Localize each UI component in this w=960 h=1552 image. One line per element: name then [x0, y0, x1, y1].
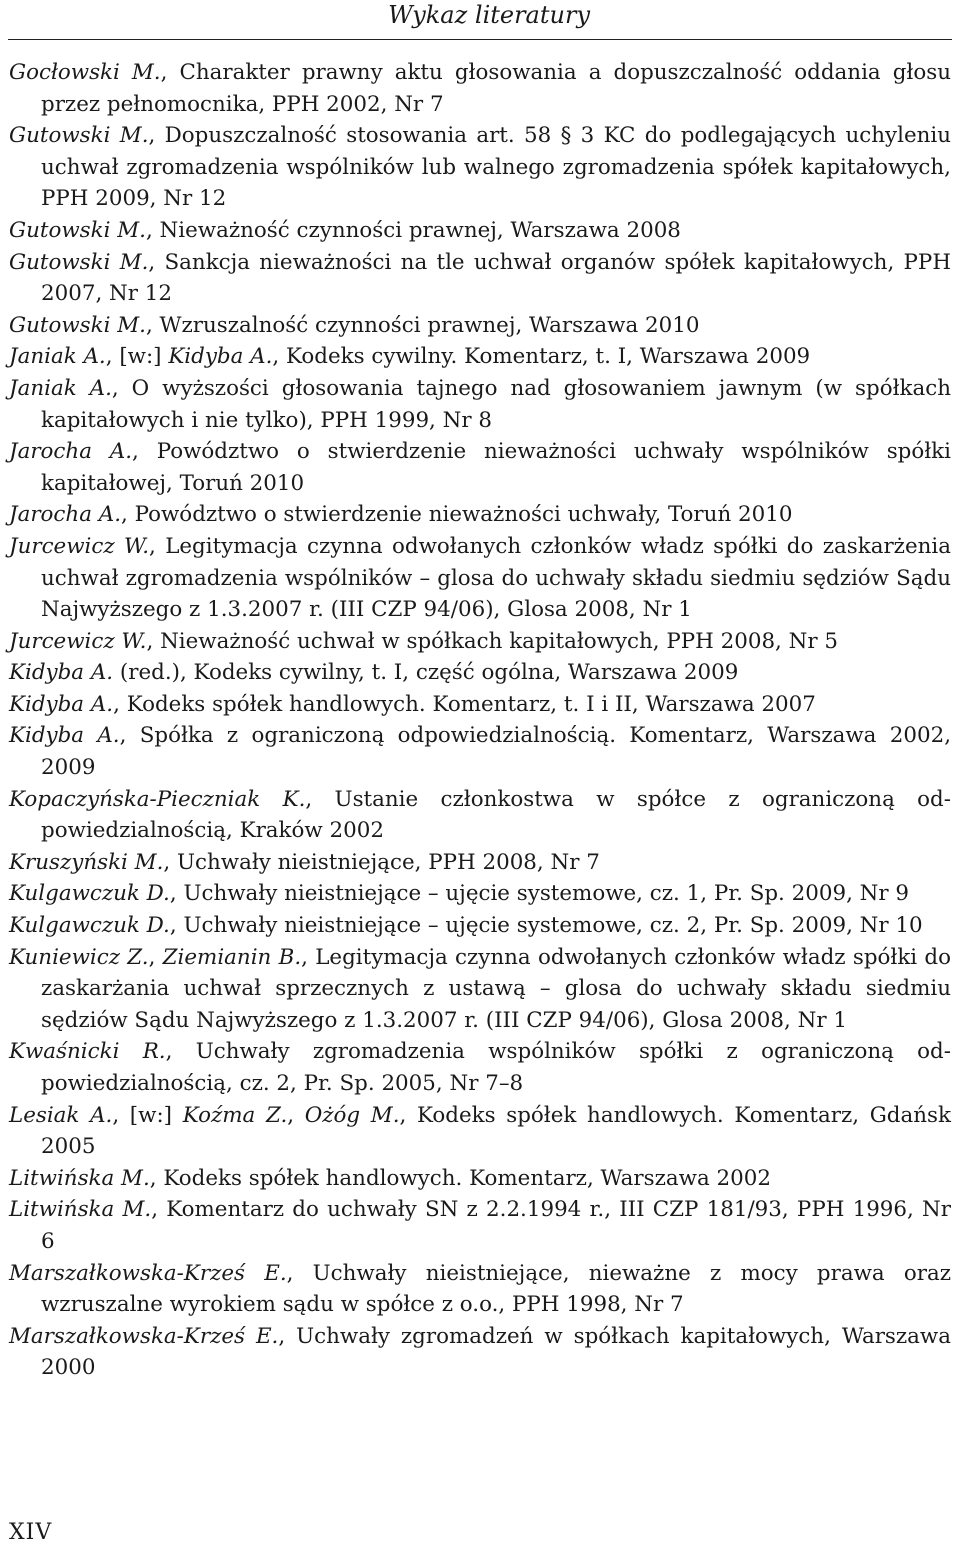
entry-text: , Kodeks spółek handlowych. Komentarz, Gdańsk 2005: [41, 1102, 951, 1160]
bibliography-entry: [9, 310, 951, 342]
bibliography-entry: [9, 878, 951, 910]
bibliography-entry: [9, 626, 951, 658]
entry-text: , Charakter prawny aktu głosowania a dopuszczalność oddania głosu przez pełnomocnika, PPH 2002, Nr 7: [41, 60, 951, 117]
entry-author: Marszałkowska-Krześ E.: [9, 1323, 279, 1349]
entry-author: Jarocha A.: [9, 439, 133, 465]
entry-author: Marszałkowska-Krześ E.: [9, 1260, 287, 1286]
entry-text: , [w:]: [112, 1102, 183, 1128]
bibliography-entry: [9, 942, 951, 1037]
entry-text: , Spółka z ograniczoną odpowiedzialnością. Komentarz, Warszawa 2002, 2009: [41, 723, 951, 781]
bibliography-entry: [9, 57, 951, 120]
entry-author: Litwińska M.: [9, 1197, 152, 1223]
entry-author: Jurcewicz W.: [9, 628, 147, 654]
bibliography-entry: [9, 247, 951, 310]
entry-text: , Uchwały nieistniejące, nieważne z mocy prawa oraz wzruszalne wyrokiem sądu w spółce z o.o., PPH 1998, Nr 7: [41, 1260, 951, 1318]
entry-author: Kopaczyńska-Pieczniak K.: [9, 786, 306, 812]
entry-author: Jarocha A.: [9, 502, 121, 528]
entry-text: , Komentarz do uchwały SN z 2.2.1994 r., III CZP 181/93, PPH 1996, Nr 6: [41, 1197, 951, 1254]
entry-author: Kulgawczuk D.: [9, 881, 170, 907]
bibliography-entry: [9, 215, 951, 247]
bibliography-entry: [9, 341, 951, 373]
bibliography-entry: [9, 1163, 951, 1195]
entry-author: Janiak A.: [9, 375, 112, 401]
entry-author: Ożóg M.: [304, 1102, 400, 1128]
entry-text: , Uchwały nieistniejące – ujęcie systemowe, cz. 2, Pr. Sp. 2009, Nr 10: [169, 913, 923, 939]
entry-author: Gutowski M.: [9, 217, 146, 243]
bibliography-entry: [9, 531, 951, 626]
entry-author: Kwaśnicki R.: [9, 1039, 166, 1065]
bibliography-entry: [9, 657, 951, 689]
entry-text: , Uchwały nieistniejące, PPH 2008, Nr 7: [163, 849, 600, 875]
bibliography-entry: [9, 1194, 951, 1257]
bibliography-entry: [9, 120, 951, 215]
bibliography-entry: [9, 373, 951, 436]
entry-author: Lesiak A.: [9, 1102, 113, 1128]
entry-text: , Legitymacja czynna odwołanych członków władz spółki do zaskarżania uchwał sprzecznych z ustawą – glosa do uchwały składu siedmiu sędziów Sądu Najwyższego z 1.3.2007 r. (III CZP 94/06), Glosa 2008, Nr 1: [41, 944, 952, 1033]
bibliography-entry: [9, 847, 951, 879]
bibliography-entry: [9, 784, 951, 847]
entry-author: Janiak A.: [9, 344, 106, 370]
entry-text: , Kodeks spółek handlowych. Komentarz, t. I i II, Warszawa 2007: [113, 691, 816, 717]
entry-text: , Uchwały zgromadzenia wspólników spółki z ograniczoną odpowiedzialnością, cz. 2, Pr. Sp. 2005, Nr 7–8: [41, 1039, 951, 1096]
entry-author: Kidyba A.: [168, 344, 273, 370]
entry-text: ,: [148, 944, 163, 970]
entry-author: Gutowski M.: [9, 312, 146, 338]
entry-text: , Kodeks spółek handlowych. Komentarz, Warszawa 2002: [149, 1165, 771, 1191]
entry-author: Gutowski M.: [9, 123, 149, 149]
entry-text: , Wzruszalność czynności prawnej, Warszawa 2010: [145, 312, 700, 338]
bibliography-entry: [9, 689, 951, 721]
entry-text: , [w:]: [105, 344, 169, 370]
entry-text: (red.), Kodeks cywilny, t. I, część ogólna, Warszawa 2009: [113, 660, 739, 686]
running-header: [0, 0, 960, 40]
entry-text: ,: [287, 1102, 305, 1128]
bibliography-entry: [9, 1036, 951, 1099]
entry-text: , Legitymacja czynna odwołanych członków władz spółki do zaskarżenia uchwał zgromadzenia wspólników – glosa do uchwały składu siedmiu sędziów Sądu Najwyższego z 1.3.2007 r. (III CZP 94/06), Glosa 2008, Nr 1: [41, 533, 951, 623]
bibliography-entry: [9, 1100, 951, 1163]
entry-author: Ziemianin B.: [162, 944, 302, 970]
bibliography-entry: [9, 720, 951, 783]
entry-text: , Uchwały zgromadzeń w spółkach kapitałowych, Warszawa 2000: [41, 1323, 951, 1381]
entry-author: Kuniewicz Z.: [9, 944, 149, 970]
entry-author: Litwińska M.: [9, 1165, 150, 1191]
entry-text: , Ustanie członkostwa w spółce z ograniczoną odpowiedzialnością, Kraków 2002: [41, 786, 951, 844]
bibliography-entry: [9, 910, 951, 942]
entry-author: Kidyba A.: [9, 723, 120, 749]
bibliography-entry: [9, 436, 951, 499]
bibliography-entry: [9, 1258, 951, 1321]
header-rule: [8, 39, 952, 40]
entry-author: Koźma Z.: [182, 1102, 288, 1128]
entry-author: Kruszyński M.: [9, 849, 164, 875]
bibliography-list: [9, 57, 951, 1384]
entry-text: , Kodeks cywilny. Komentarz, t. I, Warszawa 2009: [272, 344, 811, 370]
entry-text: , Dopuszczalność stosowania art. 58 § 3 KC do podlegających uchyleniu uchwał zgromadzenia wspólników lub walnego zgromadzenia spółek kapitałowych, PPH 2009, Nr 12: [41, 123, 952, 212]
entry-text: , Sankcja nieważności na tle uchwał organów spółek kapitałowych, PPH 2007, Nr 12: [41, 249, 951, 307]
entry-text: , Uchwały nieistniejące – ujęcie systemowe, cz. 1, Pr. Sp. 2009, Nr 9: [169, 881, 910, 907]
running-header-title: Wykaz literatury: [388, 1, 590, 29]
entry-text: , Nieważność uchwał w spółkach kapitałowych, PPH 2008, Nr 5: [146, 628, 839, 654]
entry-author: Gutowski M.: [9, 249, 149, 275]
bibliography-entry: [9, 499, 951, 531]
entry-text: , Powództwo o stwierdzenie nieważności uchwały wspólników spółki kapitałowej, Toruń 2010: [41, 439, 951, 496]
entry-author: Gocłowski M.: [9, 60, 161, 85]
entry-author: Kidyba A.: [9, 660, 114, 686]
entry-text: , Nieważność czynności prawnej, Warszawa 2008: [145, 217, 681, 243]
entry-text: , Powództwo o stwierdzenie nieważności uchwały, Toruń 2010: [121, 502, 793, 528]
entry-text: , O wyższości głosowania tajnego nad głosowaniem jawnym (w spółkach kapitałowych i nie tylko), PPH 1999, Nr 8: [41, 375, 951, 433]
entry-author: Kulgawczuk D.: [9, 913, 170, 939]
page-number: XIV: [9, 1520, 53, 1545]
bibliography-entry: [9, 1321, 951, 1384]
entry-author: Jurcewicz W.: [9, 533, 150, 559]
entry-author: Kidyba A.: [9, 691, 114, 717]
